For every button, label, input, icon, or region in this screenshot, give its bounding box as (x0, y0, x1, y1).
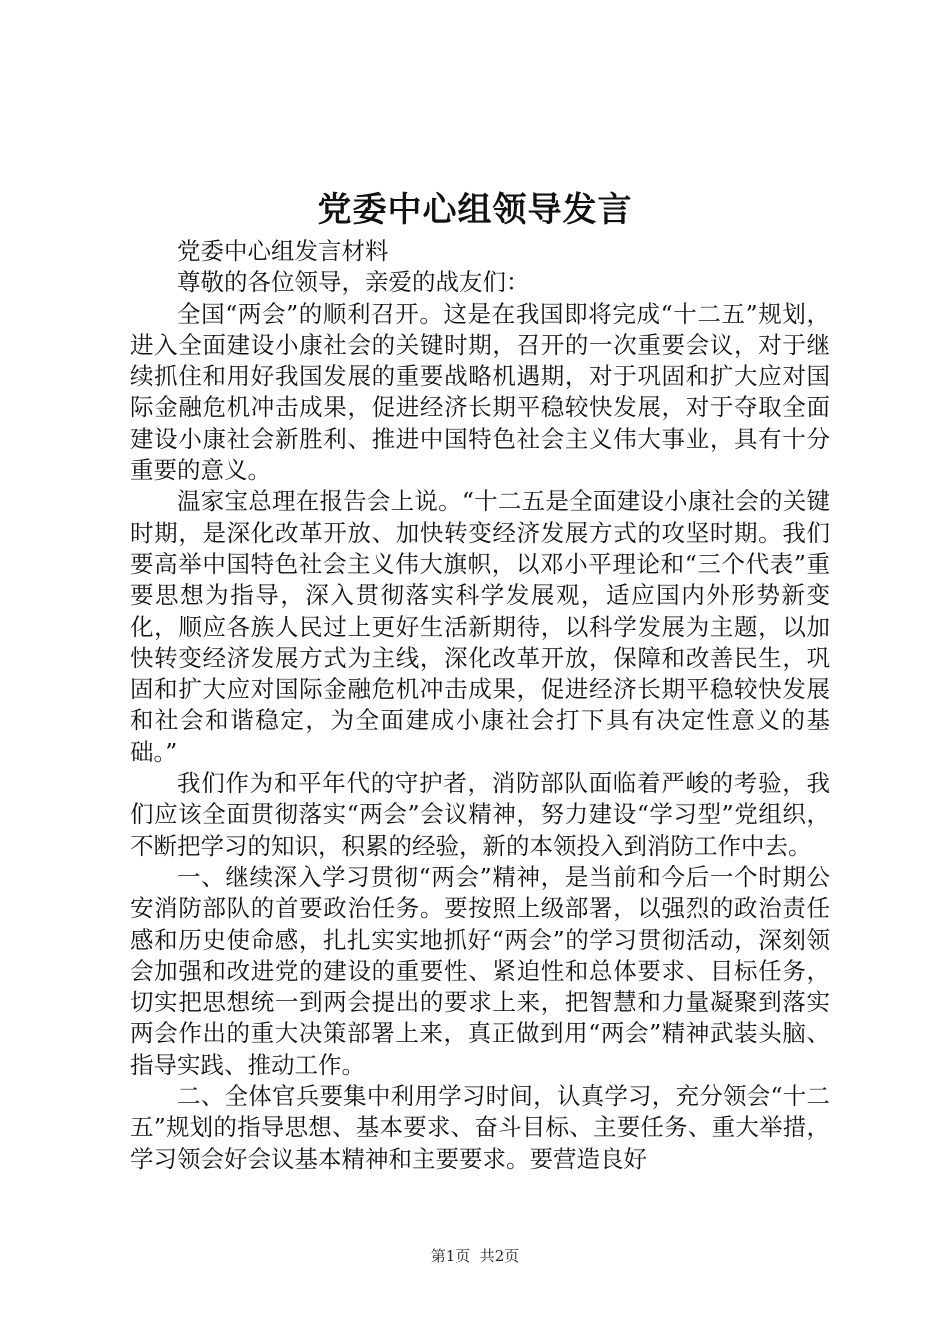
paragraph-point-one: 一、继续深入学习贯彻“两会”精神，是当前和今后一个时期公安消防部队的首要政治任务。要按照上级部署，以强烈的政治责任感和历史使命感，扎扎实实地抓好“两会”的学习贯彻活动，深刻领会加强和改进党的建设的重要性、紧迫性和总体要求、目标任务，切实把思想统一到两会提出的要求上来，把智慧和力量凝聚到落实两会作出的重大决策部署上来，真正做到用“两会”精神武装头脑、指导实践、推动工作。 (130, 862, 830, 1079)
page-title: 党委中心组领导发言 (317, 190, 633, 230)
paragraph-salutation: 尊敬的各位领导，亲爱的战友们： (177, 268, 530, 297)
paragraph-intro: 全国“两会”的顺利召开。这是在我国即将完成“十二五”规划，进入全面建设小康社会的关键时期，召开的一次重要会议，对于继续抓住和用好我国发展的重要战略机遇期，对于巩固和扩大应对国际金融危机冲击成果，促进经济长期平稳较快发展，对于夺取全面建设小康社会新胜利、推进中国特色社会主义伟大事业，具有十分重要的意义。 (130, 299, 830, 485)
page-number: 第1页 共2页 (430, 1247, 520, 1265)
paragraph-subtitle: 党委中心组发言材料 (177, 237, 389, 265)
document-body (130, 236, 830, 1175)
paragraph-quote: 温家宝总理在报告会上说。“十二五是全面建设小康社会的关键时期，是深化改革开放、加快转变经济发展方式的攻坚时期。我们要高举中国特色社会主义伟大旗帜，以邓小平理论和“三个代表”重要思想为指导，深入贯彻落实科学发展观，适应国内外形势新变化，顺应各族人民过上更好生活新期待，以科学发展为主题，以加快转变经济发展方式为主线，深化改革开放，保障和改善民生，巩固和扩大应对国际金融危机冲击成果，促进经济长期平稳较快发展和社会和谐稳定，为全面建成小康社会打下具有决定性意义的基础。” (130, 487, 830, 766)
paragraph-point-two: 二、全体官兵要集中利用学习时间，认真学习，充分领会“十二五”规划的指导思想、基本要求、奋斗目标、主要任务、重大举措，学习领会好会议基本精神和主要要求。要营造良好 (130, 1082, 830, 1173)
paragraph-mission: 我们作为和平年代的守护者，消防部队面临着严峻的考验，我们应该全面贯彻落实“两会”会议精神，努力建设“学习型”党组织，不断把学习的知识，积累的经验，新的本领投入到消防工作中去。 (130, 769, 830, 860)
